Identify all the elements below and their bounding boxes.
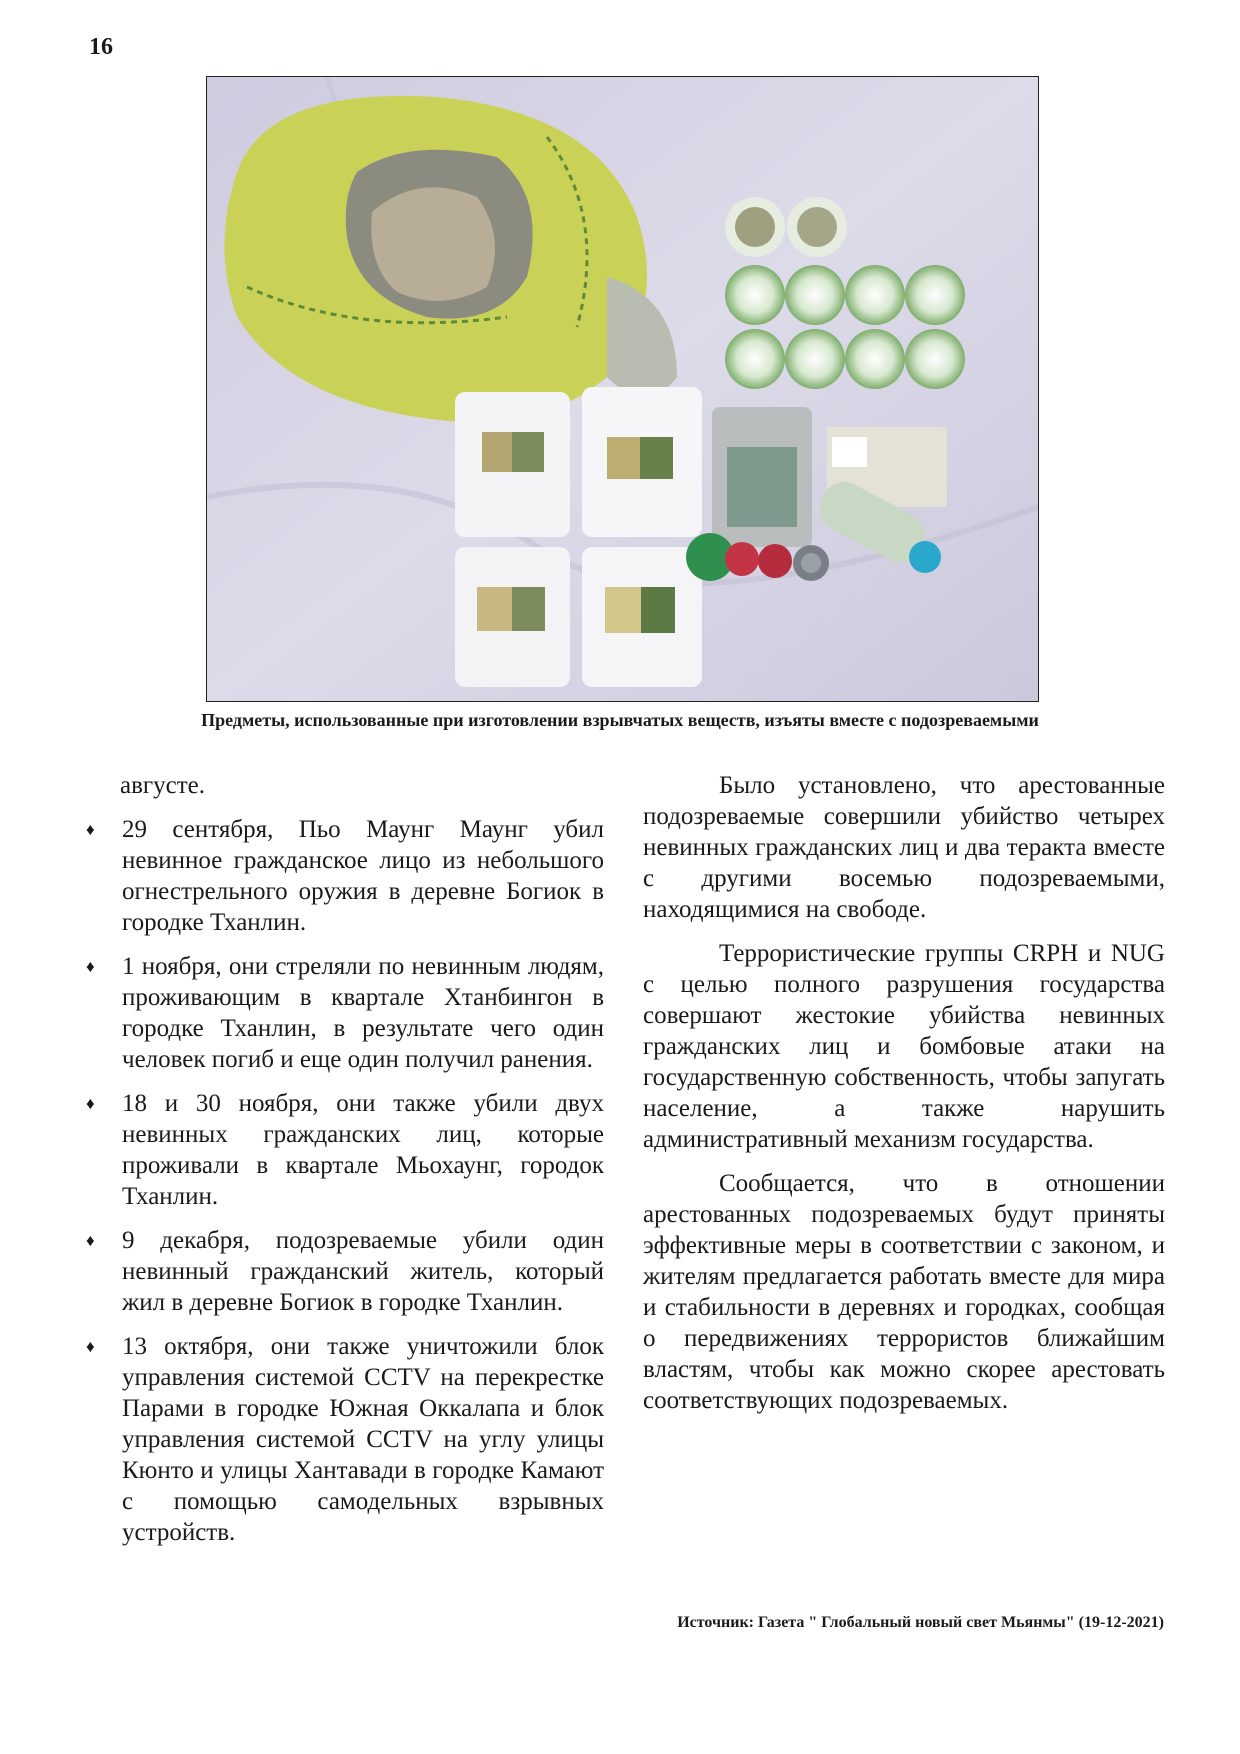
paragraph: Террористические группы CRPH и NUG с целью полного разрушения государства совершают жестокие убийства невинных гражданских лиц и бомбовые атаки на государственную собственность, чтобы запугать население, а также нарушить административный механизм государства. [643,940,1165,1153]
photo-caption: Предметы, использованные при изготовлении взрывчатых веществ, изъяты вместе с подозреваемыми [201,710,1039,730]
left-column [84,770,604,1561]
source-citation: Источник: Газета " Глобальный новый свет Мьянмы" (19-12-2021) [677,1614,1164,1631]
list-item-text: 13 октября, они также уничтожили блок управления системой CCTV на перекрестке Парами в городке Южная Оккалапа и блок управления системой CCTV на углу улицы Кюнто и улицы Хантавади в городке Камают с помощью самодельных взрывных устройств. [122,1333,604,1546]
list-item [84,951,604,1075]
evidence-photo [206,76,1039,702]
list-item [84,814,604,938]
paragraph: Сообщается, что в отношении арестованных подозреваемых будут приняты эффективные меры в соответствии с законом, и жителям предлагается работать вместе для мира и стабильности в деревнях и городках, сообщая о передвижениях террористов ближайшим властям, чтобы как можно скорее арестовать соответствующих подозреваемых. [643,1170,1165,1414]
continuation-text: августе. [120,772,206,799]
paragraph: Было установлено, что арестованные подозреваемые совершили убийство четырех невинных гражданских лиц и два теракта вместе с другими восемью подозреваемыми, находящимися на свободе. [643,772,1165,923]
diamond-bullet-icon: ♦ [86,1231,95,1250]
diamond-bullet-icon: ♦ [86,957,95,976]
page-number: 16 [89,34,113,60]
list-item [84,1331,604,1548]
list-item [84,1088,604,1212]
evidence-photo-illustration [207,77,1038,701]
diamond-bullet-icon: ♦ [86,820,95,839]
event-list [84,814,604,1548]
list-item-text: 1 ноября, они стреляли по невинным людям, проживающим в квартале Хтанбингон в городке Тханлин, в результате чего один человек погиб и еще один получил ранения. [122,953,604,1073]
right-column [643,770,1165,1429]
list-item-text: 18 и 30 ноября, они также убили двух невинных гражданских лиц, которые проживали в квартале Мьохаунг, городок Тханлин. [122,1090,604,1210]
diamond-bullet-icon: ♦ [86,1094,95,1113]
list-item [84,1225,604,1318]
diamond-bullet-icon: ♦ [86,1337,95,1356]
list-item-text: 9 декабря, подозреваемые убили один невинный гражданский житель, который жил в деревне Богиок в городке Тханлин. [122,1227,604,1316]
list-item-text: 29 сентября, Пьо Маунг Маунг убил невинное гражданское лицо из небольшого огнестрельного оружия в деревне Богиок в городке Тханлин. [122,816,604,936]
